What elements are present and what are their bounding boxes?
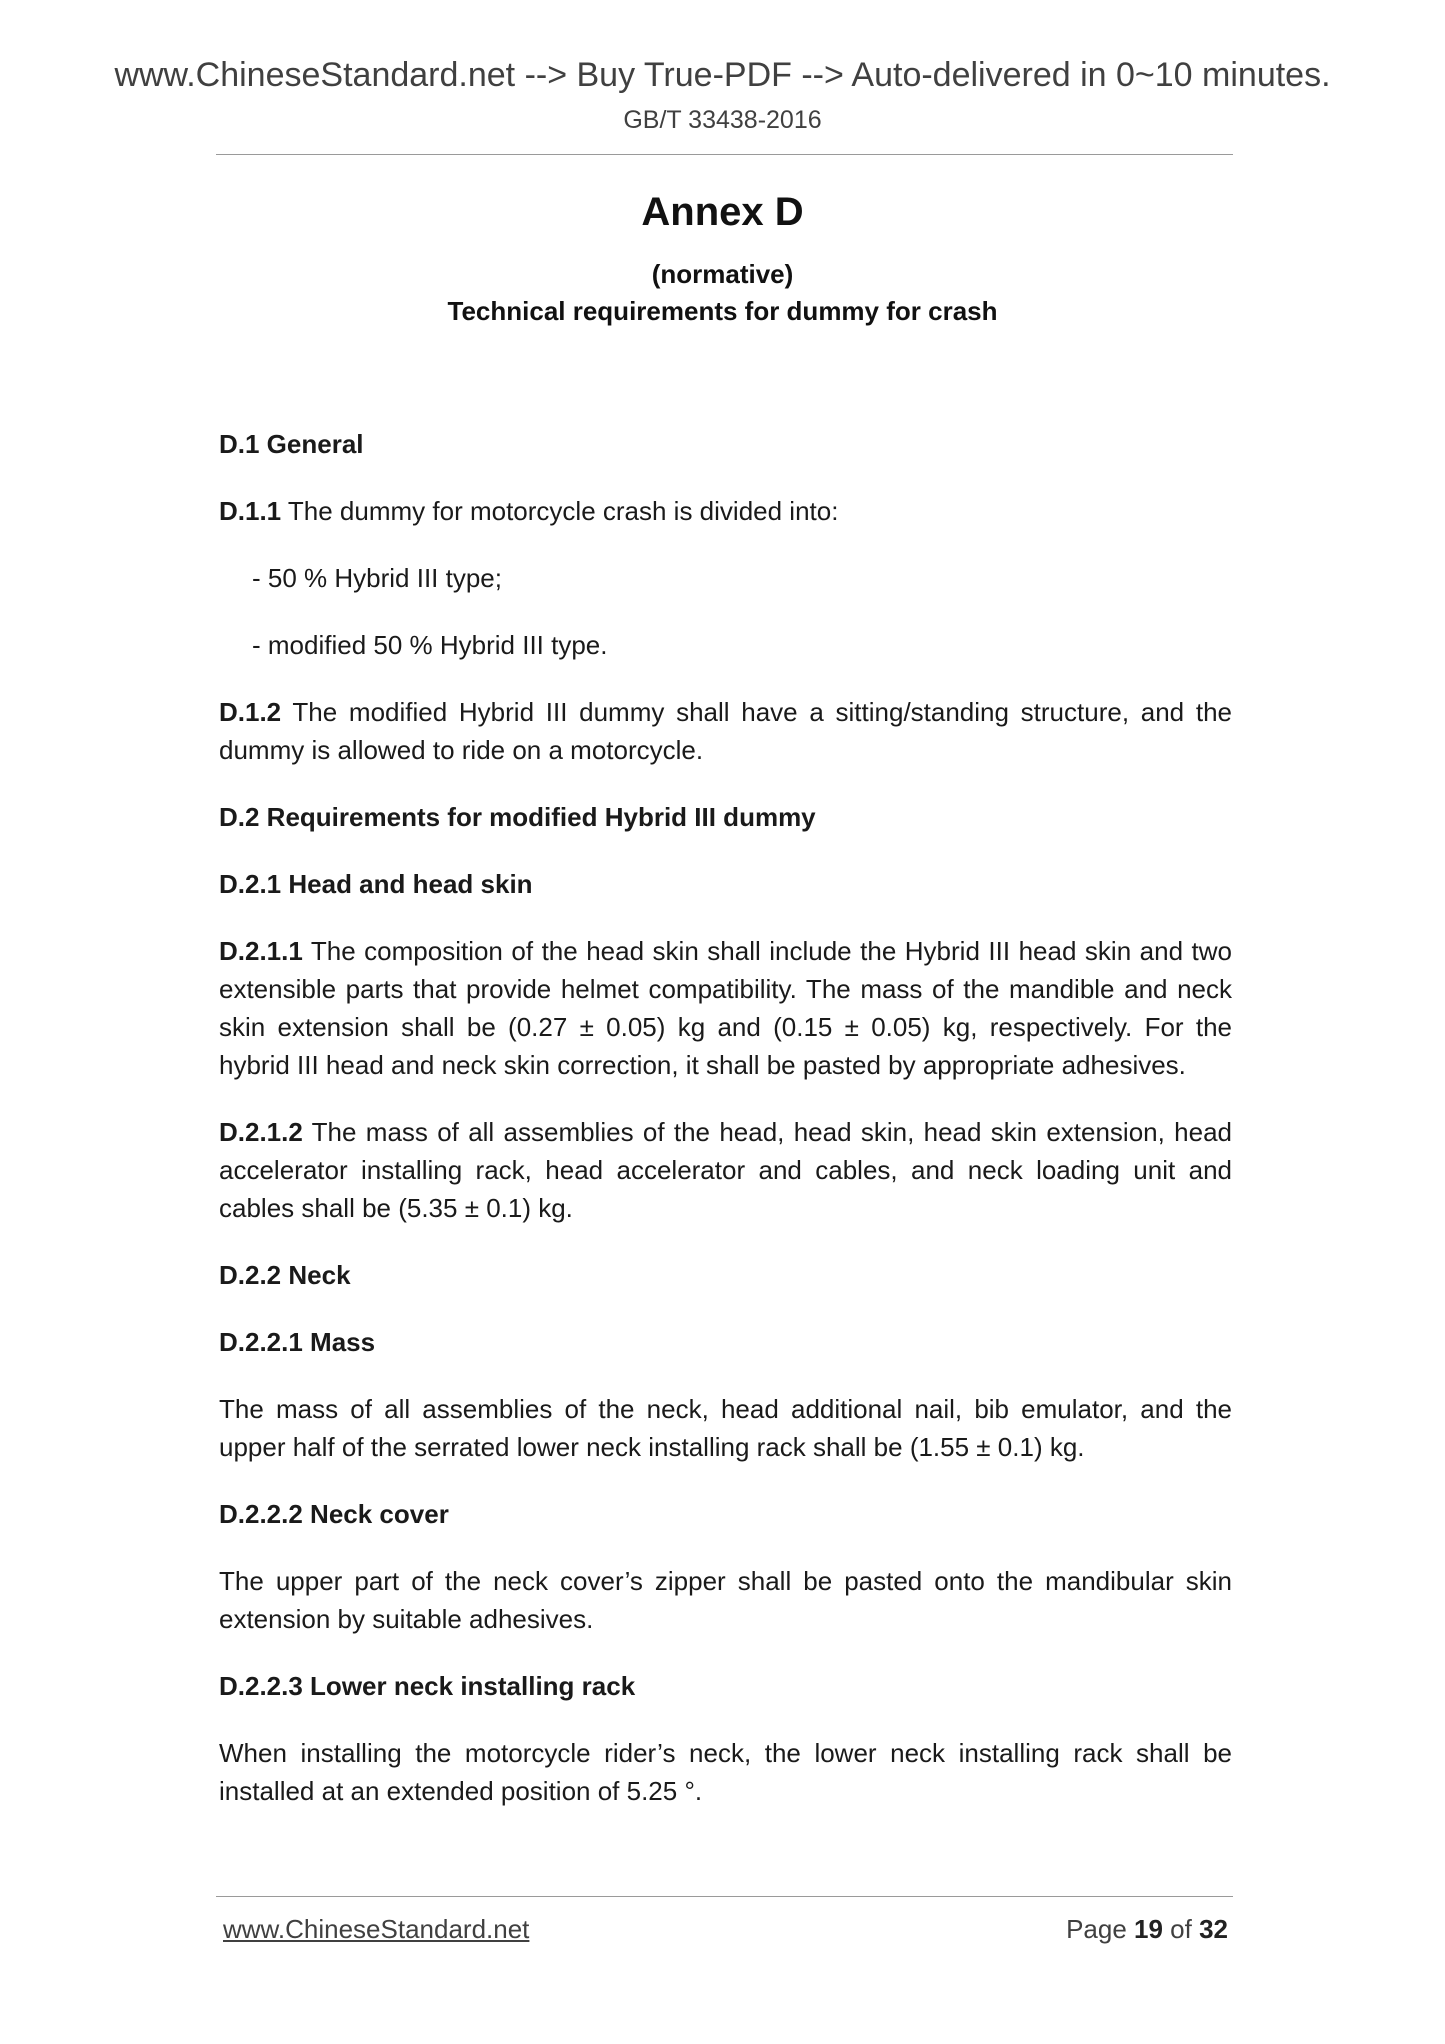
clause-d1-2 [219, 693, 1232, 769]
clause-d2-2-2-text: The upper part of the neck cover’s zipper shall be pasted onto the mandibular skin extension by suitable adhesives. [219, 1566, 1232, 1634]
clause-text: The dummy for motorcycle crash is divided into: [281, 496, 839, 526]
header-banner: www.ChineseStandard.net --> Buy True-PDF --> Auto-delivered in 0~10 minutes. [114, 56, 1331, 94]
annex-subtitle: Technical requirements for dummy for crash [447, 296, 998, 326]
page-current: 19 [1134, 1914, 1163, 1944]
section-heading-d2-2: D.2.2 Neck [219, 1260, 351, 1290]
clause-text: The mass of all assemblies of the head, head skin, head skin extension, head accelerator installing rack, head accelerator and cables, and neck loading unit and cables shall be (5.35 ± 0.1) kg. [219, 1117, 1232, 1223]
clause-number: D.1.2 [219, 697, 282, 727]
section-heading-d2-2-1: D.2.2.1 Mass [219, 1327, 376, 1357]
clause-d2-1-2 [219, 1113, 1232, 1227]
clause-text: The modified Hybrid III dummy shall have a sitting/standing structure, and the dummy is allowed to ride on a motorcycle. [219, 697, 1232, 765]
page-total: 32 [1199, 1914, 1228, 1944]
standard-code: GB/T 33438-2016 [623, 106, 822, 134]
section-heading-d2-2-3: D.2.2.3 Lower neck installing rack [219, 1671, 636, 1701]
footer-divider [216, 1896, 1233, 1897]
page-indicator [1066, 1916, 1228, 1942]
clause-text: The composition of the head skin shall include the Hybrid III head skin and two extensible parts that provide helmet compatibility. The mass of the mandible and neck skin extension shall be (0.27 ± 0.05) kg and (0.15 ± 0.05) kg, respectively. For the hybrid III head and neck skin correction, it shall be pasted by appropriate adhesives. [219, 936, 1232, 1080]
annex-title: Annex D [641, 190, 804, 234]
section-heading-d2-1: D.2.1 Head and head skin [219, 869, 533, 899]
list-item-modified-hybrid-iii: - modified 50 % Hybrid III type. [252, 630, 608, 660]
section-heading-d2: D.2 Requirements for modified Hybrid III dummy [219, 802, 816, 832]
clause-number: D.1.1 [219, 496, 282, 526]
section-heading-d2-2-2: D.2.2.2 Neck cover [219, 1499, 449, 1529]
document-body [219, 425, 1232, 1839]
page-of: of [1162, 1914, 1200, 1944]
header-divider [216, 154, 1233, 155]
clause-d2-2-1-text: The mass of all assemblies of the neck, head additional nail, bib emulator, and the upper half of the serrated lower neck installing rack shall be (1.55 ± 0.1) kg. [219, 1394, 1232, 1462]
clause-number: D.2.1.1 [219, 936, 303, 966]
footer-website-link[interactable]: www.ChineseStandard.net [223, 1914, 530, 1944]
clause-d2-2-3-text: When installing the motorcycle rider’s neck, the lower neck installing rack shall be installed at an extended position of 5.25 °. [219, 1738, 1232, 1806]
annex-type: (normative) [651, 259, 794, 289]
list-item-hybrid-iii: - 50 % Hybrid III type; [252, 563, 502, 593]
clause-number: D.2.1.2 [219, 1117, 303, 1147]
section-heading-d1: D.1 General [219, 429, 364, 459]
clause-d2-1-1 [219, 932, 1232, 1084]
clause-d1-1 [219, 492, 1232, 530]
page-label: Page [1066, 1914, 1135, 1944]
